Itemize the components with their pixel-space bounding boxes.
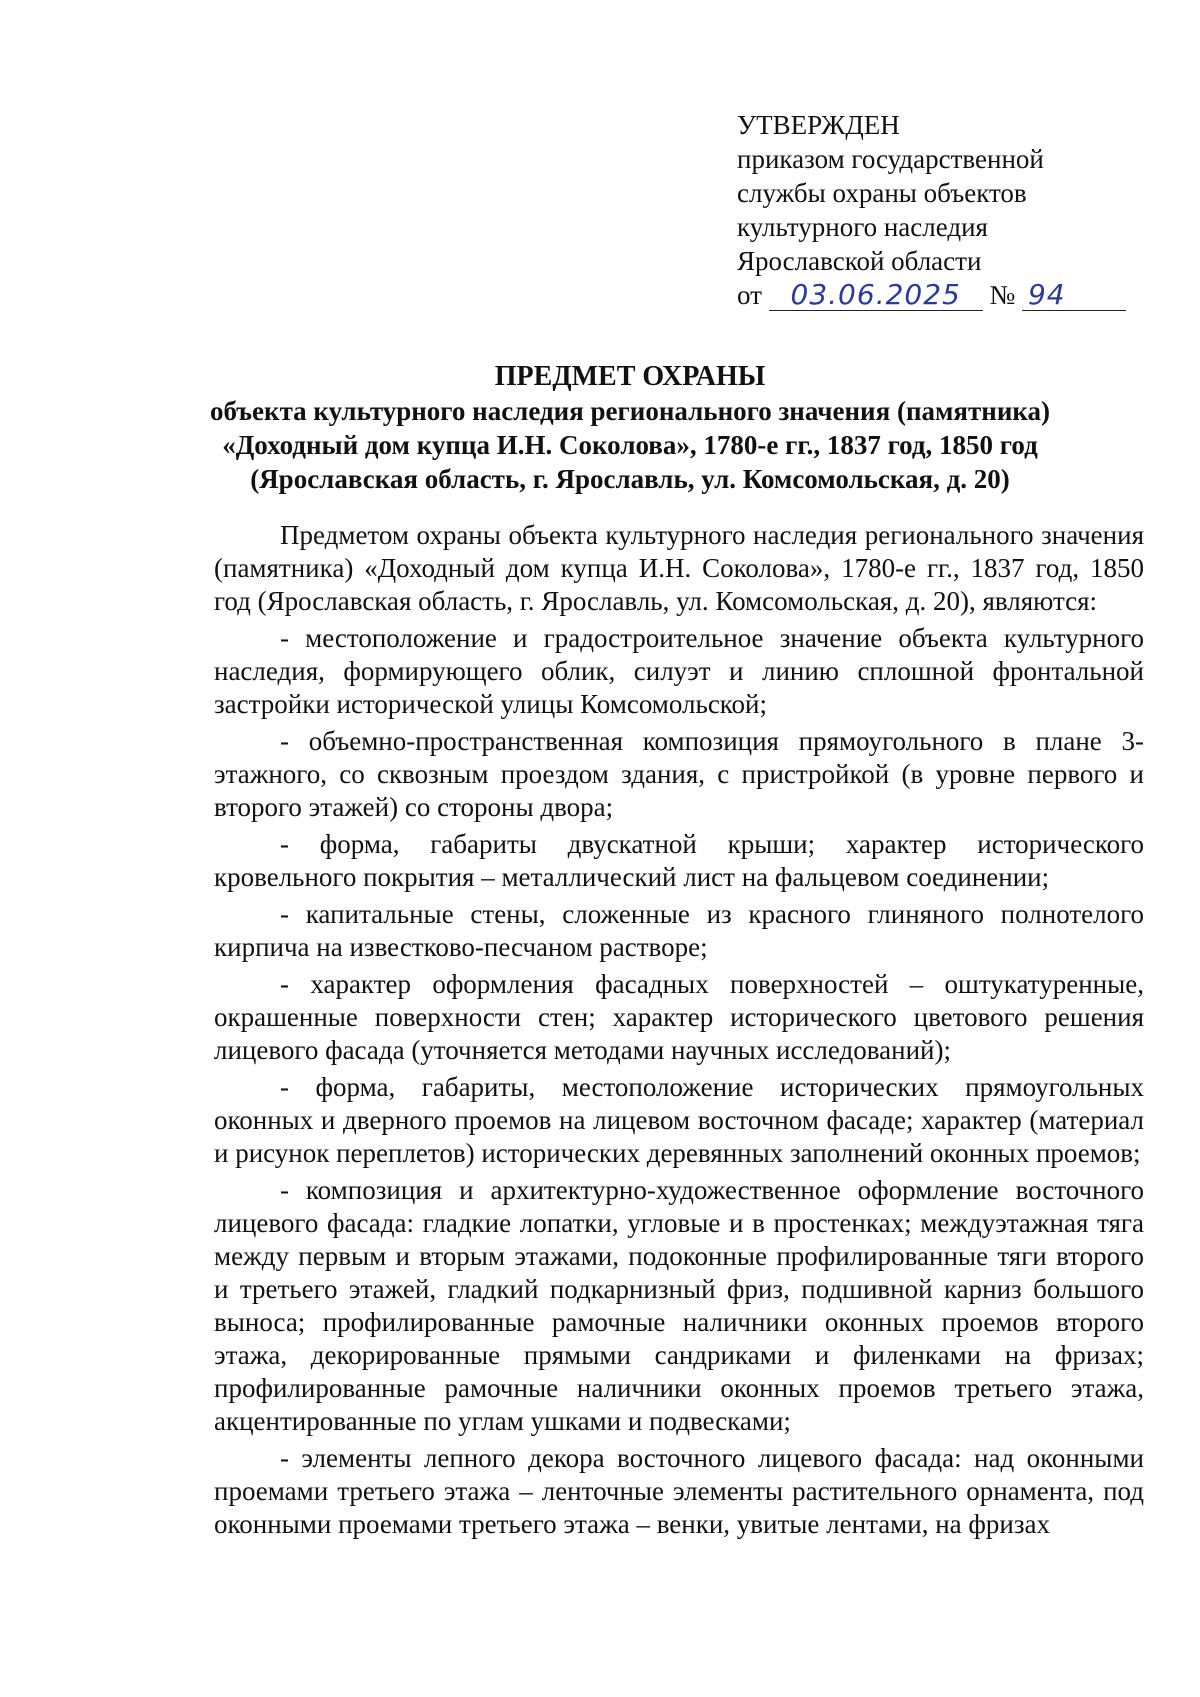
document-body <box>214 519 1144 1541</box>
heading-title: ПРЕДМЕТ ОХРАНЫ <box>494 361 766 392</box>
number-field <box>1022 280 1126 311</box>
document-heading <box>150 360 1110 496</box>
intro-paragraph: Предметом охраны объекта культурного наследия регионального значения (памятника) «Доходный дом купца И.Н. Соколова», 1780-е гг., 1837 год, 1850 год (Ярославская область, г. Ярославль, ул. Комсомольская, д. 20), являются: <box>214 520 1144 616</box>
approval-line: службы охраны объектов <box>737 178 1027 208</box>
handwritten-date: 03.06.2025 <box>790 278 961 311</box>
approval-title: УТВЕРЖДЕН <box>737 110 900 140</box>
approval-date-number-line <box>737 278 1137 312</box>
protection-item: - форма, габариты двускатной крыши; характер исторического кровельного покрытия – металлический лист на фальцевом соединении; <box>214 829 1144 892</box>
protection-item: - объемно-пространственная композиция прямоугольного в плане 3-этажного, со сквозным проездом здания, с пристройкой (в уровне первого и второго этажей) со стороны двора; <box>214 726 1144 822</box>
protection-item: - композиция и архитектурно-художественное оформление восточного лицевого фасада: гладкие лопатки, угловые и в простенках; междуэтажная тяга между первым и вторым этажами, подоконные профилированные тяги второго и третьего этажей, гладкий подкарнизный фриз, подшивной карниз большого выноса; профилированные рамочные наличники оконных проемов второго этажа, декорированные прямыми сандриками и филенками на фризах; профилированные рамочные наличники оконных проемов третьего этажа, акцентированные по углам ушками и подвесками; <box>214 1175 1144 1436</box>
heading-line: «Доходный дом купца И.Н. Соколова», 1780-е гг., 1837 год, 1850 год <box>222 430 1038 460</box>
date-prefix: от <box>737 280 762 310</box>
date-field <box>769 280 983 311</box>
protection-item: - местоположение и градостроительное значение объекта культурного наследия, формирующего облик, силуэт и линию сплошной фронтальной застройки исторической улицы Комсомольской; <box>214 623 1144 719</box>
protection-item: - характер оформления фасадных поверхностей – оштукатуренные, окрашенные поверхности стен; характер исторического цветового решения лицевого фасада (уточняется методами научных исследований); <box>214 969 1144 1065</box>
heading-line: объекта культурного наследия регионального значения (памятника) <box>209 396 1051 426</box>
approval-line: Ярославской области <box>737 246 982 276</box>
handwritten-number: 94 <box>1027 278 1066 311</box>
protection-item: - капитальные стены, сложенные из красного глиняного полнотелого кирпича на известково-песчаном растворе; <box>214 899 1144 962</box>
number-sign: № <box>989 280 1016 310</box>
approval-line: культурного наследия <box>737 212 988 242</box>
approval-block <box>737 108 1137 312</box>
approval-line: приказом государственной <box>737 144 1044 174</box>
protection-item: - элементы лепного декора восточного лицевого фасада: над оконными проемами третьего этажа – ленточные элементы растительного орнамента, под оконными проемами третьего этажа – венки, увитые лентами, на фризах <box>214 1443 1144 1539</box>
heading-line: (Ярославская область, г. Ярославль, ул. Комсомольская, д. 20) <box>250 464 1010 494</box>
protection-item: - форма, габариты, местоположение исторических прямоугольных оконных и дверного проемов на лицевом восточном фасаде; характер (материал и рисунок переплетов) исторических деревянных заполнений оконных проемов; <box>214 1072 1144 1168</box>
